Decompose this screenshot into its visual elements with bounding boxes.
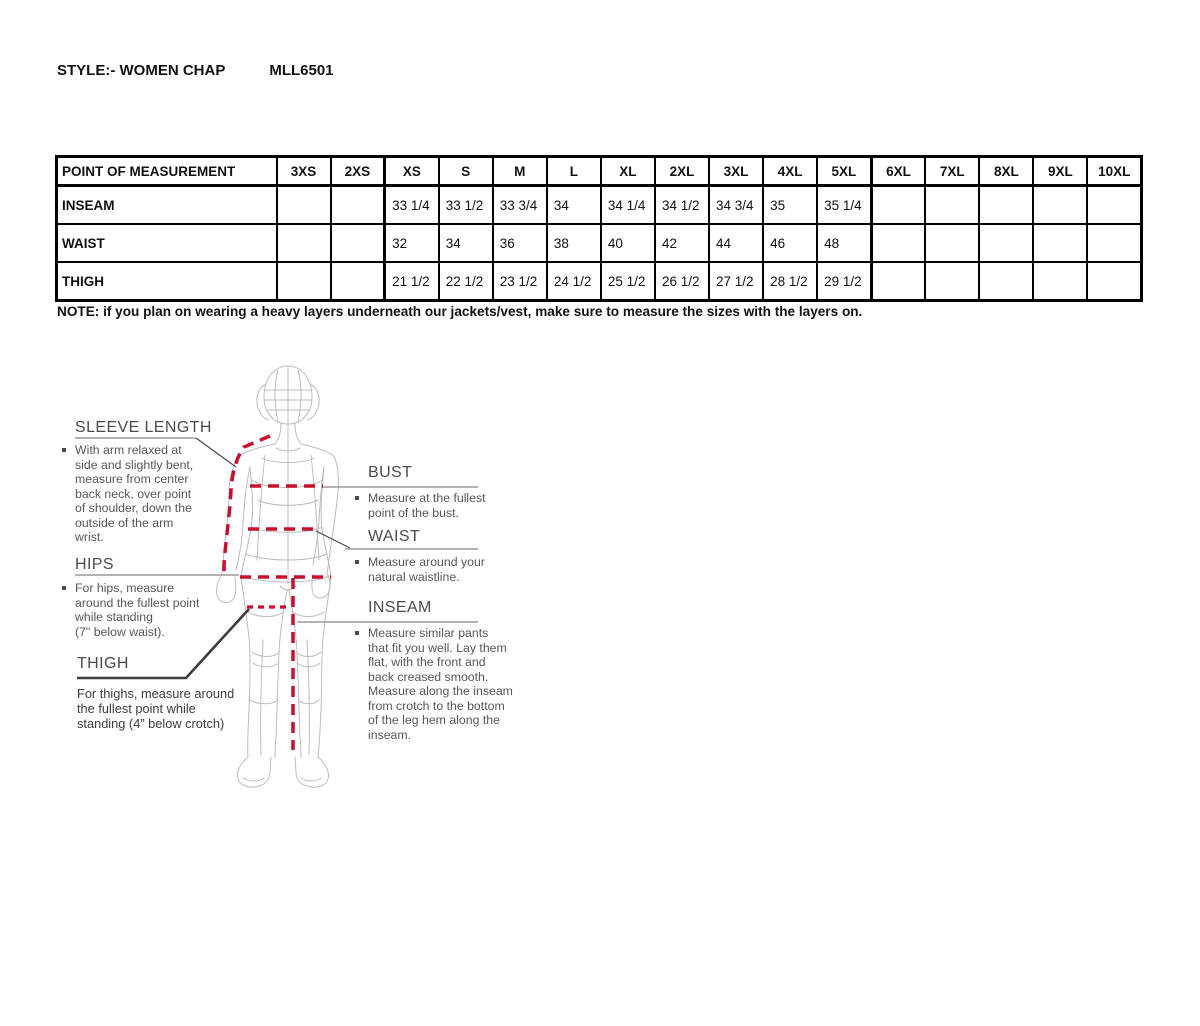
text-line: side and slightly bent, <box>75 457 194 472</box>
text-line: that fit you well. Lay them <box>368 640 507 655</box>
cell <box>979 186 1033 225</box>
text-line: while standing <box>75 610 153 624</box>
cell: 25 1/2 <box>601 262 655 301</box>
cell <box>331 186 385 225</box>
inseam-description <box>355 626 513 742</box>
table-header-row <box>57 157 1142 186</box>
text-line: point of the bust. <box>368 505 459 520</box>
size-chart-table <box>55 155 1143 302</box>
cell: 36 <box>493 224 547 262</box>
text-line: the fullest point while <box>77 701 196 716</box>
note-text: NOTE: if you plan on wearing a heavy layers underneath our jackets/vest, make sure to measure the sizes with the layers on. <box>57 304 863 319</box>
style-code: MLL6501 <box>269 62 334 79</box>
style-label: STYLE:- WOMEN CHAP <box>57 62 226 79</box>
text-line: measure from center <box>75 472 189 486</box>
sleeve-dash-line <box>224 436 270 573</box>
cell <box>979 262 1033 301</box>
column-header: L <box>547 157 601 186</box>
text-line: around the fullest point <box>75 595 200 610</box>
text-line: Measure at the fullest <box>368 491 486 505</box>
cell: 32 <box>385 224 439 262</box>
cell <box>925 224 979 262</box>
cell: 33 1/2 <box>439 186 493 225</box>
cell: 48 <box>817 224 871 262</box>
cell: 34 3/4 <box>709 186 763 225</box>
cell: 38 <box>547 224 601 262</box>
cell <box>925 262 979 301</box>
waist-heading: WAIST <box>368 528 421 545</box>
cell <box>925 186 979 225</box>
row-label: WAIST <box>57 224 277 262</box>
table-row <box>57 186 1142 225</box>
thigh-description <box>77 686 234 731</box>
hips-heading: HIPS <box>75 556 114 573</box>
bullet-icon <box>355 631 359 635</box>
text-line: inseam. <box>368 727 412 742</box>
cell: 40 <box>601 224 655 262</box>
text-line: standing (4” below crotch) <box>77 716 225 731</box>
column-header: 2XL <box>655 157 709 186</box>
cell <box>1033 224 1087 262</box>
sleeve-length-heading: SLEEVE LENGTH <box>75 419 212 436</box>
text-line: outside of the arm <box>75 515 174 530</box>
cell <box>331 224 385 262</box>
cell <box>1033 186 1087 225</box>
cell: 28 1/2 <box>763 262 817 301</box>
text-line: Measure along the inseam <box>368 684 513 698</box>
text-line: wrist. <box>75 530 104 544</box>
text-line: (7" below waist). <box>75 624 165 639</box>
cell: 44 <box>709 224 763 262</box>
inseam-heading: INSEAM <box>368 599 432 616</box>
cell: 27 1/2 <box>709 262 763 301</box>
cell: 21 1/2 <box>385 262 439 301</box>
text-line: from crotch to the bottom <box>368 698 505 713</box>
bullet-icon <box>62 586 66 590</box>
text-line: natural waistline. <box>368 569 460 584</box>
text-line: back creased smooth. <box>368 669 489 684</box>
cell <box>1087 224 1141 262</box>
column-header: 6XL <box>871 157 925 186</box>
bullet-icon <box>62 448 66 452</box>
bust-heading: BUST <box>368 464 413 481</box>
cell: 42 <box>655 224 709 262</box>
column-header: 3XS <box>277 157 331 186</box>
column-header: XL <box>601 157 655 186</box>
cell <box>277 224 331 262</box>
sleeve-length-description <box>62 443 193 545</box>
column-header: 2XS <box>331 157 385 186</box>
cell: 22 1/2 <box>439 262 493 301</box>
text-line: flat, with the front and <box>368 655 486 669</box>
column-header: POINT OF MEASUREMENT <box>57 157 277 186</box>
cell <box>979 224 1033 262</box>
column-header: XS <box>385 157 439 186</box>
cell: 34 1/4 <box>601 186 655 225</box>
column-header: 10XL <box>1087 157 1141 186</box>
text-line: Measure around your <box>368 555 485 569</box>
bullet-icon <box>355 496 359 500</box>
text-line: Measure similar pants <box>368 626 489 640</box>
text-line: back neck, over point <box>75 486 192 501</box>
text-line: With arm relaxed at <box>75 443 182 457</box>
sleeve-length-pointer-line <box>196 438 236 467</box>
cell: 26 1/2 <box>655 262 709 301</box>
cell <box>277 186 331 225</box>
text-line: For hips, measure <box>75 581 175 595</box>
column-header: 4XL <box>763 157 817 186</box>
cell <box>331 262 385 301</box>
cell <box>1087 186 1141 225</box>
column-header: 7XL <box>925 157 979 186</box>
column-header: 5XL <box>817 157 871 186</box>
cell: 33 3/4 <box>493 186 547 225</box>
cell: 34 <box>439 224 493 262</box>
column-header: 8XL <box>979 157 1033 186</box>
cell: 35 1/4 <box>817 186 871 225</box>
text-line: For thighs, measure around <box>77 686 235 701</box>
row-label: THIGH <box>57 262 277 301</box>
cell <box>871 186 925 225</box>
cell: 35 <box>763 186 817 225</box>
text-line: of shoulder, down the <box>75 501 192 515</box>
bullet-icon <box>355 560 359 564</box>
cell: 23 1/2 <box>493 262 547 301</box>
cell: 34 <box>547 186 601 225</box>
cell: 46 <box>763 224 817 262</box>
cell <box>1033 262 1087 301</box>
thigh-heading: THIGH <box>77 655 129 672</box>
column-header: 3XL <box>709 157 763 186</box>
document-title <box>57 62 334 79</box>
cell: 34 1/2 <box>655 186 709 225</box>
cell: 24 1/2 <box>547 262 601 301</box>
cell <box>871 262 925 301</box>
table-row <box>57 224 1142 262</box>
bust-description <box>355 491 486 520</box>
cell <box>871 224 925 262</box>
cell: 33 1/4 <box>385 186 439 225</box>
cell: 29 1/2 <box>817 262 871 301</box>
row-label: INSEAM <box>57 186 277 225</box>
cell <box>1087 262 1141 301</box>
hips-description <box>62 581 199 639</box>
table-row <box>57 262 1142 301</box>
text-line: of the leg hem along the <box>368 713 500 727</box>
waist-description <box>355 555 485 584</box>
column-header: M <box>493 157 547 186</box>
column-header: 9XL <box>1033 157 1087 186</box>
column-header: S <box>439 157 493 186</box>
cell <box>277 262 331 301</box>
